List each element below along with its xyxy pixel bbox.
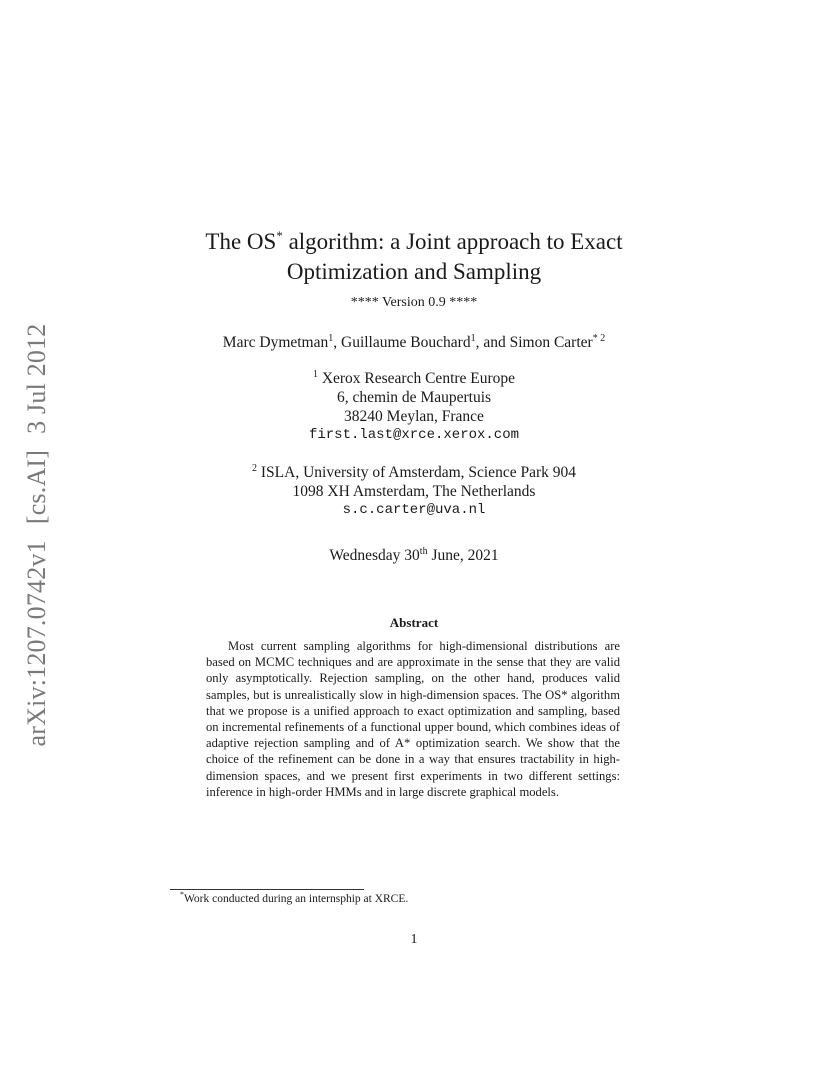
footnote-mark: * bbox=[180, 890, 184, 899]
author-affil-mark: 1 bbox=[328, 333, 334, 344]
title-star: * bbox=[276, 228, 283, 243]
affil-name: ISLA, University of Amsterdam, Science Park 904 bbox=[260, 464, 576, 481]
author-affil-mark: * 2 bbox=[592, 333, 606, 344]
abstract-heading: Abstract bbox=[389, 615, 439, 630]
page-number: 1 bbox=[410, 932, 418, 947]
footnote-text: Work conducted during an internsphip at XRCE. bbox=[184, 893, 409, 905]
affil-city: 1098 XH Amsterdam, The Netherlands bbox=[292, 483, 536, 500]
date-weekday-day: Wednesday 30 bbox=[329, 547, 420, 564]
affil-email: first.last@xrce.xerox.com bbox=[308, 427, 520, 443]
affil-street: 6, chemin de Maupertuis bbox=[336, 389, 492, 406]
date-suffix: th bbox=[419, 546, 428, 557]
arxiv-stamp bbox=[22, 316, 52, 755]
affil-mark: 2 bbox=[252, 463, 257, 474]
author-name: Guillaume Bouchard bbox=[341, 334, 471, 351]
author-name: Simon Carter bbox=[509, 334, 593, 351]
author-affil-mark: 1 bbox=[470, 333, 476, 344]
footnote bbox=[180, 890, 409, 905]
affil-email: s.c.carter@uva.nl bbox=[342, 502, 486, 518]
affil-name: Xerox Research Centre Europe bbox=[321, 370, 516, 387]
title-line2: Optimization and Sampling bbox=[286, 259, 542, 284]
affiliation-1 bbox=[150, 369, 678, 445]
affil-mark: 1 bbox=[312, 369, 318, 380]
author-separator: , bbox=[333, 334, 341, 351]
arxiv-category: [cs.AI] bbox=[22, 449, 51, 525]
paper-title bbox=[150, 227, 678, 287]
paper-date bbox=[150, 547, 678, 565]
abstract-body: Most current sampling algorithms for high-dimensional distributions are based on MCMC techniques and are approximate in the sense that they are valid only asymptotically. Rejection sampling, on the other hand, produces valid samples, but is unrealistically slow in high-dimension spaces. The OS* algorithm that we propose is a unified approach to exact optimization and sampling, based on incremental refinements of a functional upper bound, which combines ideas of adaptive rejection sampling and of A* optimization search. We show that the choice of the refinement can be done in a way that ensures tractability in high-dimension spaces, and we present first experiments in two different settings: inference in high-order HMMs and in large discrete graphical models. bbox=[206, 639, 620, 799]
date-rest: June, 2021 bbox=[427, 547, 499, 564]
author-list bbox=[100, 334, 728, 352]
title-part2: algorithm: a Joint approach to Exact bbox=[282, 229, 623, 254]
version-line: **** Version 0.9 **** bbox=[350, 295, 478, 310]
footnote-rule bbox=[170, 889, 364, 890]
author-name: Marc Dymetman bbox=[222, 334, 329, 351]
author-separator: , and bbox=[475, 334, 510, 351]
arxiv-date: 3 Jul 2012 bbox=[22, 323, 51, 434]
affiliation-2 bbox=[150, 463, 678, 520]
title-part1: The OS bbox=[205, 229, 277, 254]
arxiv-id: arXiv:1207.0742v1 bbox=[22, 540, 51, 747]
affil-city: 38240 Meylan, France bbox=[344, 408, 484, 425]
